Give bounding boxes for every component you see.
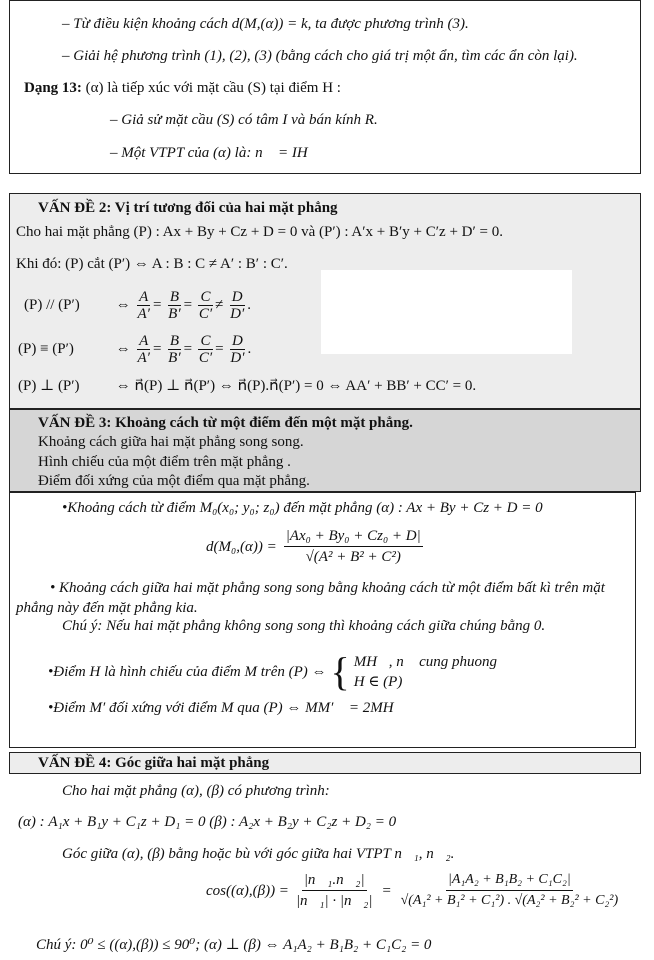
s2-row-coincide: (P) ≡ (P′) ⇔ $\frac{A}{A'}$ = $\frac{B}{B'}$ = $\frac{C}{C'}$ = $\frac{D}{D'}$ . [18,333,252,367]
section-4-title: VẤN ĐỀ 4: Góc giữa hai mặt phẳng [38,755,270,771]
coincide-left: (P) ≡ (P′) [18,341,74,357]
blank-image-area [321,270,572,354]
s3-note: Chú ý: Nếu hai mặt phẳng không song song thì khoảng cách giữa chúng bằng 0. [62,618,546,634]
s4-line-1: Cho hai mặt phẳng (α), (β) có phương trình: [62,783,330,799]
frac-b: $\frac{B}{B'}$ [168,289,181,323]
s4-cos-formula [206,870,621,911]
top-line-3 [24,78,341,98]
s2-row-perpendicular [18,376,476,396]
formula-left: d(M₀,(α)) = [206,538,277,555]
s4-line-3: Góc giữa (α), (β) bằng hoặc bù với góc giữa hai VTPT n⃗₁, n⃗₂. [62,846,455,862]
distance-fraction: $\frac{\text{|Ax₀ + By₀ + Cz₀ + D|}}{\text{√(A² + B² + C²)}}$ [285,528,421,565]
s4-line-2: (α) : A₁x + B₁y + C₁z + D₁ = 0 (β) : A₂x + B₂y + C₂z + D₂ = 0 [18,814,397,830]
frac-b: $\frac{B}{B'}$ [168,333,181,367]
s3-formula [206,526,424,567]
top-line-4: – Giả sử mặt cầu (S) có tâm I và bán kính R. [110,112,378,128]
condition-2: H ∈ (P) [353,674,403,690]
s3-bullet-3 [48,649,498,694]
equiv-sign: ⇔ [115,341,131,357]
s2-line-2: Khi đó: (P) cắt (P′) ⇔ A : B : C ≠ A′ : B′ : C′. [16,256,288,272]
projection-text: •Điểm H là hình chiếu của điểm M trên (P) ⇔ [48,664,327,680]
cos-left: cos((α),(β)) = [206,882,289,899]
frac-d: $\frac{D}{D'}$ [230,333,245,367]
top-line-5: – Một VTPT của (α) là: n⃗ = IH⃗ [110,145,320,161]
condition-1: MH⃗, n⃗ cung phuong [353,654,498,670]
s3-item-3: Điểm đối xứng của một điểm qua mặt phẳng. [38,473,310,489]
s3-item-1: Khoảng cách giữa hai mặt phẳng song song. [38,434,304,450]
s3-item-2: Hình chiếu của một điểm trên mặt phẳng . [38,454,291,470]
dang13-text: (α) là tiếp xúc với mặt cầu (S) tại điểm H : [85,80,341,96]
equiv-sign: ⇔ [115,297,131,313]
s4-note: Chú ý: 0⁰ ≤ ((α),(β)) ≤ 90⁰; (α) ⊥ (β) ⇔ A₁A₂ + B₁B₂ + C₁C₂ = 0 [36,937,432,953]
equals-sign: = [381,882,392,899]
s3-bullet-1: •Khoảng cách từ điểm M₀(x₀; y₀; z₀) đến mặt phẳng (α) : Ax + By + Cz + D = 0 [62,500,543,516]
frac-c: $\frac{C}{C'}$ [198,333,213,367]
s3-bullet-2b: phẳng này đến mặt phẳng kia. [16,600,198,616]
top-line-2: – Giải hệ phương trình (1), (2), (3) (bằng cách cho giá trị một ẩn, tìm các ẩn còn lại). [62,48,578,64]
dang13-label: Dạng 13: [24,80,82,96]
top-line-1: – Từ điều kiện khoảng cách d(M,(α)) = k, ta được phương trình (3). [62,16,469,32]
s2-row-parallel: (P) // (P′) ⇔ $\frac{A}{A'}$ = $\frac{B}{B'}$ = $\frac{C}{C'}$ ≠ $\frac{D}{D'}$ . [24,289,251,323]
s3-bullet-2a: • Khoảng cách giữa hai mặt phẳng song song bằng khoảng cách từ một điểm bất kì trên mặt [50,580,605,596]
section-3-title: VẤN ĐỀ 3: Khoảng cách từ một điểm đến một mặt phẳng. [38,415,413,431]
s2-line-1: Cho hai mặt phẳng (P) : Ax + By + Cz + D = 0 và (P′) : A′x + B′y + C′z + D′ = 0. [16,224,503,240]
perp-left: (P) ⊥ (P′) [18,378,80,394]
perp-right: ⇔ n⃗(P) ⊥ n⃗(P′) ⇔ n⃗(P).n⃗(P′) = 0 ⇔ AA′ + BB′ + CC′ = 0. [115,378,477,394]
s3-bullet-4: •Điểm M′ đối xứng với điểm M qua (P) ⇔ MM′⃗ = 2MH⃗ [48,700,406,716]
parallel-left: (P) // (P′) [24,297,80,313]
cos-fraction-1: $\frac{\text{|n⃗₁.n⃗₂|}}{\text{|n⃗₁| · |n⃗₂|}}$ [295,872,373,909]
frac-a: $\frac{A}{A'}$ [137,289,150,323]
cos-fraction-2: $\frac{\text{|A₁A₂ + B₁B₂ + C₁C₂|}}{\text{√(A₁² + B₁² + C₁²) . √(A₂² + B₂² + C₂²)}}$ [400,872,619,908]
frac-a: $\frac{A}{A'}$ [137,333,150,367]
frac-d: $\frac{D}{D'}$ [230,289,245,323]
frac-c: $\frac{C}{C'}$ [198,289,213,323]
brace: { [330,649,350,694]
section-2-title: VẤN ĐỀ 2: Vị trí tương đối của hai mặt phẳng [38,200,338,216]
